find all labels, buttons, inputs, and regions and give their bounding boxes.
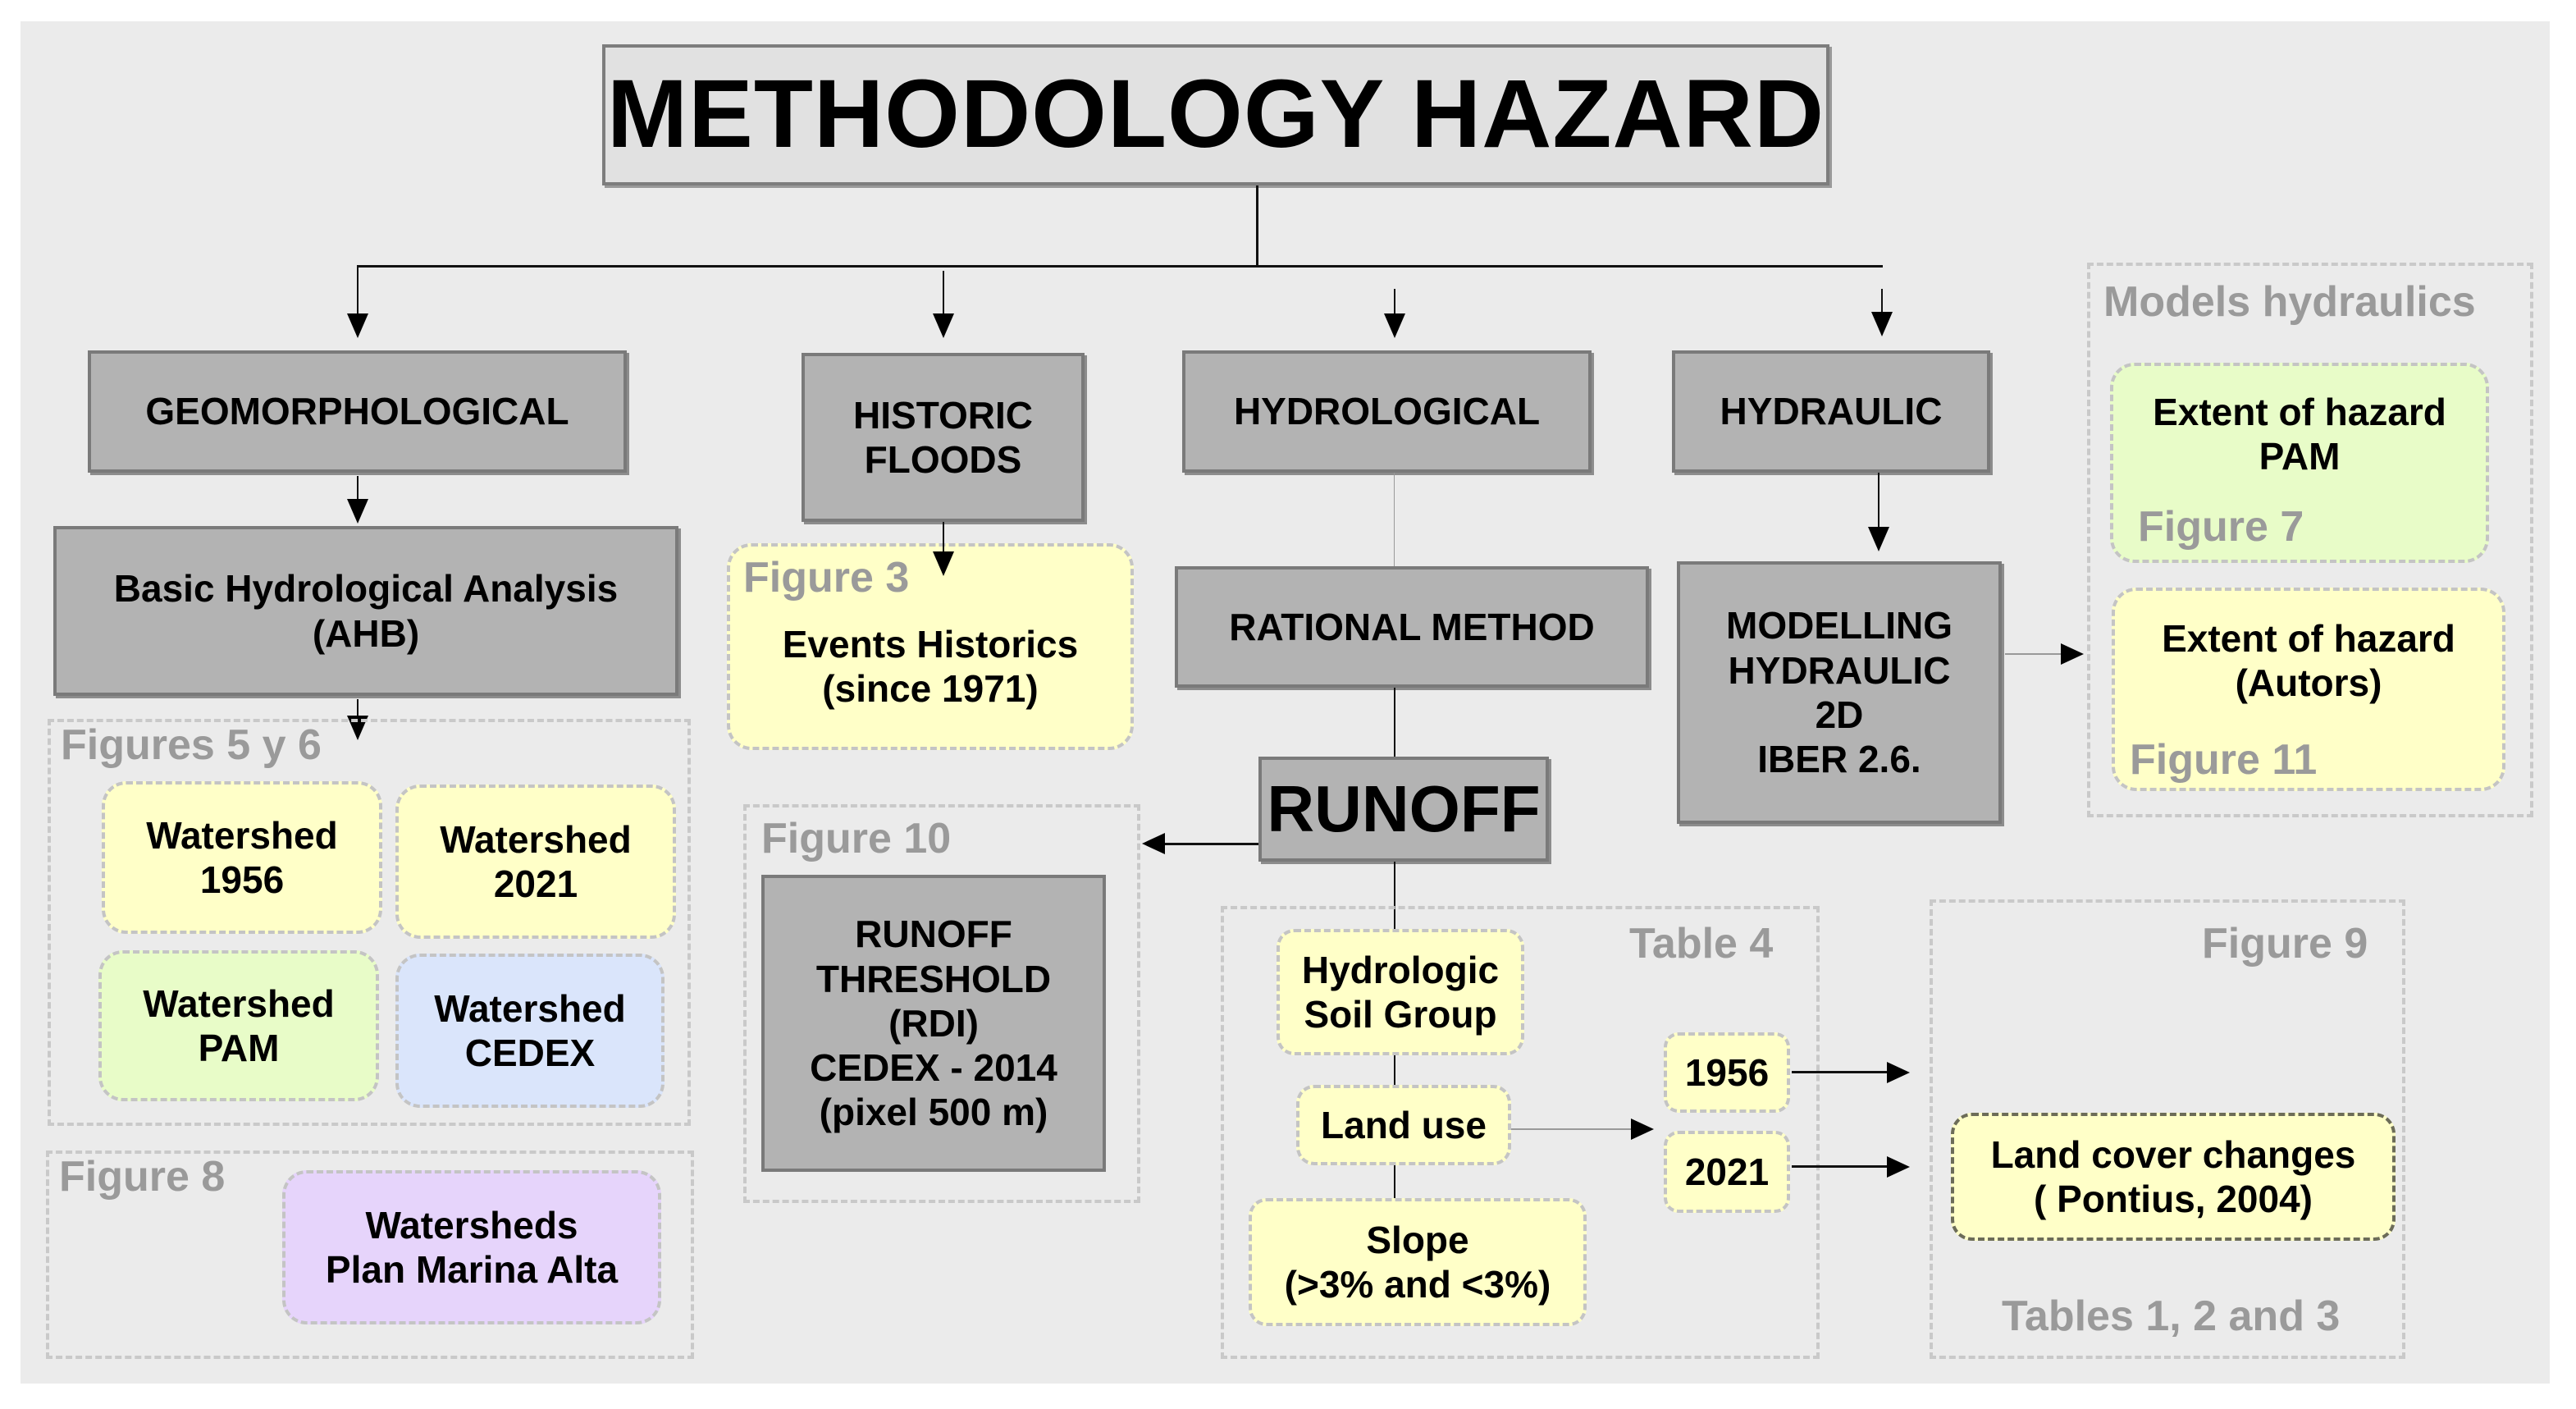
- rational-method-box: [1175, 566, 1649, 688]
- land-cover-changes-box: [1951, 1113, 2396, 1241]
- watershed-1956-line2: 1956: [199, 858, 285, 901]
- hydrological-label: HYDROLOGICAL: [1233, 390, 1541, 433]
- figure-10-caption: Figure 10: [761, 815, 952, 862]
- historic-floods-box: [802, 353, 1085, 522]
- historic-floods-label-line2: FLOODS: [864, 438, 1022, 481]
- arrow-left-icon: [1142, 833, 1165, 854]
- land-use-box: [1296, 1085, 1511, 1165]
- runoff-box: [1258, 757, 1549, 862]
- year-1956-label: 1956: [1684, 1050, 1770, 1094]
- watershed-pam-box: [98, 950, 379, 1101]
- runoff-threshold-line2: THRESHOLD: [815, 957, 1052, 1000]
- watershed-pam-line2: PAM: [198, 1027, 280, 1069]
- arrow-right-icon: [1887, 1156, 1910, 1178]
- connector-hydrological-rational: [1394, 473, 1395, 566]
- arrow-down-icon: [1871, 312, 1893, 336]
- connector-landuse-years: [1511, 1128, 1634, 1130]
- year-2021-label: 2021: [1684, 1150, 1770, 1193]
- models-hydraulics-caption: Models hydraulics: [2103, 278, 2476, 326]
- slope-line2: (>3% and <3%): [1284, 1263, 1551, 1306]
- watershed-2021-box: [395, 785, 676, 939]
- modelling-line3: 2D: [1815, 693, 1864, 736]
- hydraulic-box: [1672, 350, 1990, 473]
- arrow-right-icon: [1887, 1062, 1910, 1083]
- watershed-1956-line1: Watershed: [146, 813, 338, 857]
- watershed-pam-line1: Watershed: [143, 981, 335, 1025]
- watersheds-line2: Plan Marina Alta: [325, 1248, 619, 1291]
- year-1956-box: [1664, 1032, 1790, 1113]
- figure-3-caption: Figure 3: [743, 554, 910, 602]
- watershed-1956-box: [102, 781, 382, 934]
- figure-8-caption: Figure 8: [59, 1153, 226, 1201]
- modelling-hydraulic-box: [1677, 561, 2002, 824]
- land-cover-line1: Land cover changes: [1990, 1132, 2356, 1176]
- arrow-right-icon: [1631, 1119, 1654, 1140]
- arrow-right-icon: [2061, 643, 2084, 665]
- hydraulic-label: HYDRAULIC: [1720, 390, 1943, 433]
- watershed-cedex-box: [395, 954, 665, 1108]
- connector-1956-figure9: [1792, 1071, 1890, 1073]
- connector-historic-figure3: [943, 522, 944, 553]
- arrow-down-icon: [1868, 527, 1889, 551]
- arrow-down-icon: [347, 499, 368, 524]
- watersheds-plan-marina-alta-box: [282, 1170, 661, 1324]
- extent-autors-line2: (Autors): [2235, 661, 2382, 704]
- watershed-cedex-line2: CEDEX: [464, 1032, 596, 1074]
- year-2021-box: [1664, 1131, 1790, 1213]
- connector-geo-ahb: [357, 476, 359, 501]
- connector-runoff-figure10: [1162, 843, 1258, 845]
- geomorphological-box: [88, 350, 627, 473]
- watershed-cedex-line1: Watershed: [434, 986, 626, 1030]
- basic-hydrological-analysis-box: [53, 526, 678, 696]
- runoff-threshold-box: [761, 875, 1106, 1172]
- arrow-down-icon: [347, 313, 368, 338]
- runoff-threshold-line1: RUNOFF: [855, 913, 1012, 956]
- connector-2021-figure9: [1792, 1165, 1890, 1168]
- hydrologic-soil-group-box: [1277, 929, 1524, 1055]
- connector-rational-runoff: [1394, 688, 1395, 757]
- arrow-down-icon: [933, 551, 954, 576]
- ahb-label-line1: Basic Hydrological Analysis: [113, 567, 619, 611]
- connector-hydrological: [1394, 289, 1395, 317]
- hsg-line1: Hydrologic: [1301, 948, 1500, 991]
- runoff-threshold-line4: CEDEX - 2014: [810, 1046, 1057, 1090]
- arrow-down-icon: [1384, 313, 1405, 338]
- table-4-caption: Table 4: [1629, 920, 1774, 968]
- figure-11-caption: Figure 11: [2130, 736, 2318, 784]
- figure-7-caption: Figure 7: [2138, 503, 2304, 551]
- connector-hydraulic-modelling: [1878, 473, 1879, 530]
- ahb-label-line2: (AHB): [312, 611, 420, 655]
- arrow-down-icon: [933, 313, 954, 338]
- page-title: METHODOLOGY HAZARD: [606, 60, 1825, 169]
- events-historics-line2: (since 1971): [822, 667, 1039, 710]
- geomorphological-label: GEOMORPHOLOGICAL: [145, 390, 569, 433]
- slope-box: [1249, 1198, 1587, 1326]
- connector-title-down: [1256, 185, 1258, 268]
- figure-9-caption: Figure 9: [2202, 920, 2368, 968]
- modelling-line4: IBER 2.6.: [1757, 738, 1921, 781]
- runoff-threshold-line3: (RDI): [888, 1001, 979, 1045]
- hsg-line2: Soil Group: [1304, 993, 1497, 1036]
- hydrological-box: [1182, 350, 1592, 473]
- slope-line1: Slope: [1366, 1218, 1469, 1261]
- watershed-2021-line2: 2021: [493, 862, 578, 905]
- runoff-threshold-line5: (pixel 500 m): [819, 1091, 1048, 1134]
- connector-geo: [357, 266, 359, 317]
- extent-pam-line1: Extent of hazard: [2153, 390, 2446, 433]
- tables-1-2-3-caption: Tables 1, 2 and 3: [2002, 1292, 2341, 1340]
- modelling-line1: MODELLING: [1726, 604, 1953, 647]
- historic-floods-label-line1: HISTORIC: [853, 393, 1033, 437]
- rational-method-label: RATIONAL METHOD: [1229, 605, 1595, 648]
- land-use-label: Land use: [1321, 1103, 1487, 1146]
- events-historics-line1: Events Historics: [782, 622, 1079, 666]
- connector-branch-bus: [357, 265, 1883, 268]
- watershed-2021-line1: Watershed: [440, 817, 632, 861]
- watersheds-line1: Watersheds: [365, 1203, 578, 1247]
- connector-historic: [943, 271, 944, 317]
- figures-5-6-caption: Figures 5 y 6: [61, 721, 322, 769]
- extent-pam-line2: PAM: [2259, 435, 2341, 478]
- title-box: [602, 44, 1829, 185]
- extent-autors-line1: Extent of hazard: [2162, 616, 2455, 660]
- runoff-label: RUNOFF: [1267, 771, 1541, 845]
- modelling-line2: HYDRAULIC: [1728, 648, 1951, 692]
- land-cover-line2: ( Pontius, 2004): [2034, 1178, 2313, 1220]
